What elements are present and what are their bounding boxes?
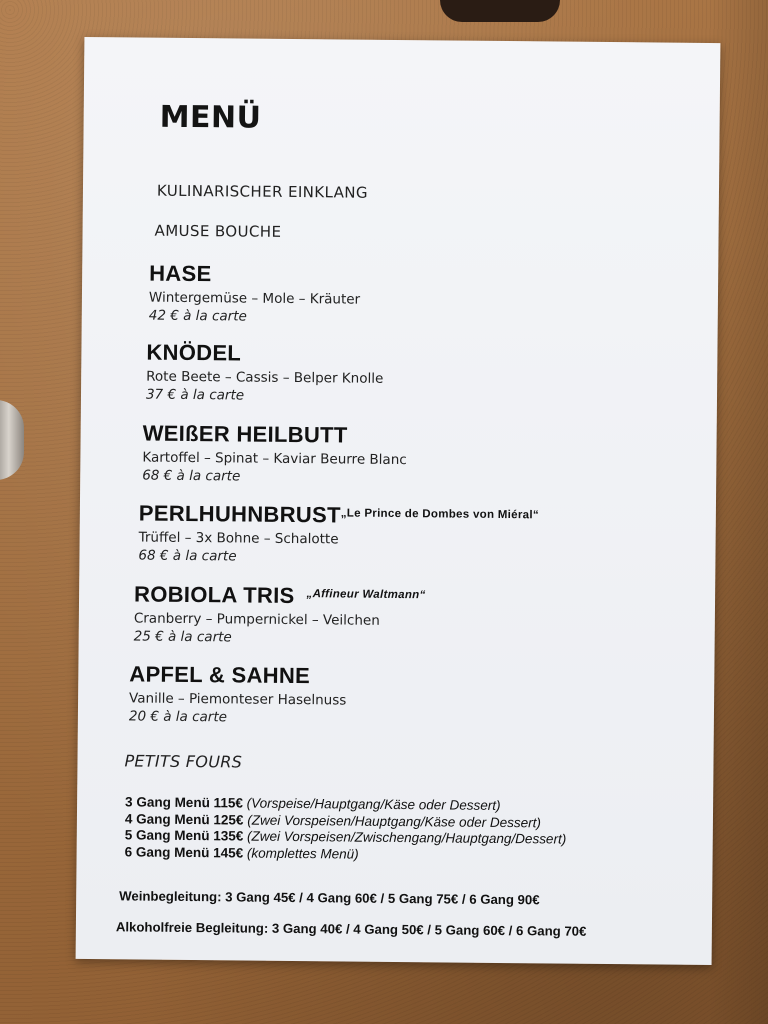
dish-heilbutt — [142, 421, 407, 488]
folder-tab — [440, 0, 560, 22]
dish-name: APFEL & SAHNE — [129, 661, 311, 689]
dish-note: „Le Prince de Dombes von Miéral“ — [340, 507, 539, 522]
dish-perlhuhnbrust — [138, 499, 539, 569]
dish-knoedel — [146, 340, 384, 406]
dish-description: Kartoffel – Spinat – Kaviar Beurre Blanc — [142, 449, 407, 469]
dish-hase — [149, 261, 361, 327]
menu-intro: KULINARISCHER EINKLANG — [156, 181, 369, 202]
amuse-bouche-label: AMUSE BOUCHE — [154, 221, 282, 241]
nonalcoholic-pairing: Alkoholfreie Begleitung: 3 Gang 40€ / 4 Gang 50€ / 5 Gang 60€ / 6 Gang 70€ — [115, 919, 587, 939]
dish-price: 68 € à la carte — [142, 467, 241, 485]
menu-title: MENÜ — [159, 99, 262, 136]
dish-price: 68 € à la carte — [138, 547, 237, 565]
dish-robiola — [134, 579, 426, 648]
dish-note: „Affineur Waltmann“ — [306, 588, 426, 602]
course-menu-item: 5 Gang Menü 135€ (Zwei Vorspeisen/Zwischengang/Hauptgang/Dessert) — [124, 827, 567, 847]
dish-price: 42 € à la carte — [148, 307, 247, 325]
dish-description: Trüffel – 3x Bohne – Schalotte — [138, 529, 339, 548]
dish-price: 37 € à la carte — [145, 386, 245, 404]
course-menu-list — [125, 794, 567, 864]
dish-description: Vanille – Piemonteser Haselnuss — [129, 690, 347, 709]
dish-description: Rote Beete – Cassis – Belper Knolle — [146, 368, 384, 387]
course-menu-item: 4 Gang Menü 125€ (Zwei Vorspeisen/Hauptgang/Käse oder Dessert) — [124, 810, 541, 830]
dish-price: 25 € à la carte — [133, 628, 232, 646]
wine-pairing: Weinbegleitung: 3 Gang 45€ / 4 Gang 60€ / 5 Gang 75€ / 6 Gang 90€ — [119, 888, 540, 908]
metal-clip — [0, 400, 24, 480]
dish-name: HASE — [149, 260, 212, 287]
dish-price: 20 € à la carte — [128, 708, 228, 726]
dish-description: Cranberry – Pumpernickel – Veilchen — [133, 610, 380, 629]
dish-description: Wintergemüse – Mole – Kräuter — [148, 289, 361, 308]
petits-fours-label: PETITS FOURS — [124, 751, 243, 772]
menu-card — [76, 37, 721, 965]
dish-name: WEIßER HEILBUTT — [142, 420, 348, 448]
dish-name: PERLHUHNBRUST$^{„Le Prince de Dombes von Miéral“}$ — [138, 500, 539, 528]
course-menu-item: 3 Gang Menü 115€ (Vorspeise/Hauptgang/Käse oder Dessert) — [125, 794, 501, 813]
dish-apfel-sahne — [129, 661, 347, 727]
dish-name: KNÖDEL — [146, 339, 242, 366]
course-menu-item: 6 Gang Menü 145€ (komplettes Menü) — [124, 843, 359, 862]
dish-name: ROBIOLA TRIS $^{„Affineur Waltmann“}$ — [133, 581, 426, 609]
